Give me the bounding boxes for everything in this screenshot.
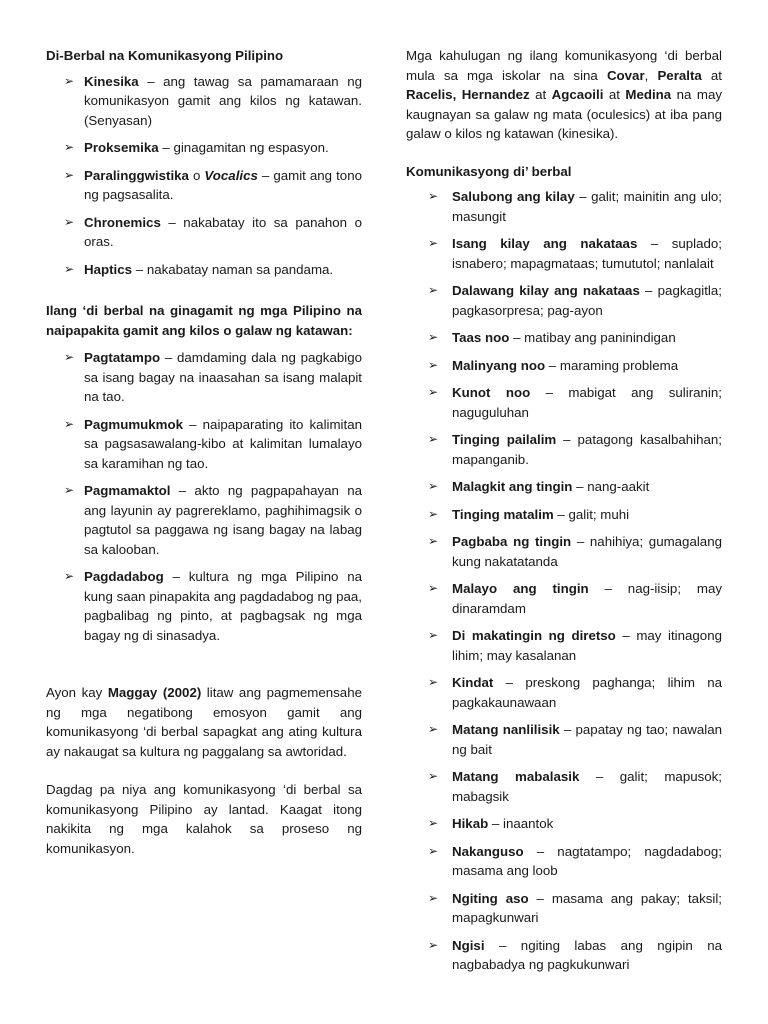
term-definition: – inaantok — [488, 816, 554, 831]
section-heading: Ilang ‘di berbal na ginagamit ng mga Pilipino na naipapakita gamit ang kilos o galaw ng katawan: — [46, 303, 362, 338]
term-definition: – nag-iisip; may dinaramdam — [452, 581, 723, 616]
list-item — [406, 383, 722, 422]
term-definition: – akto ng pagpapahayan na ang layunin ay pagrereklamo, paghihimagsik o pagtutol sa paggawa ng isang bagay na labag sa kalooban. — [84, 483, 362, 557]
term-definition: – patagong kasalbahihan; mapanganib. — [452, 432, 723, 467]
term-definition: – ngiting labas ang ngipin na nagbabadya ng pagkukunwari — [452, 937, 722, 972]
list-item — [46, 72, 362, 131]
arrow-bullet-icon: ➢ — [428, 675, 439, 689]
list-item — [406, 281, 722, 320]
intro-text: at — [701, 67, 722, 83]
list-item — [406, 579, 722, 618]
term-definition: – gamit ang tono ng pagsasalita. — [84, 167, 362, 202]
term-label: Isang kilay ang nakataas — [452, 236, 638, 251]
scholar-name: Peralta — [657, 67, 702, 83]
arrow-bullet-icon: ➢ — [64, 214, 75, 229]
term-label: Ngisi — [452, 937, 485, 953]
arrow-bullet-icon: ➢ — [64, 73, 75, 88]
arrow-bullet-icon: ➢ — [428, 890, 439, 905]
paragraph: Dagdag pa niya ang komunikasyong ‘di berbal sa komunikasyong Pilipino ay lantad. Kaagat itong nakikita ng mga kalahok sa proseso ng komunikasyon. — [46, 782, 362, 856]
term-definition: – galit; mainitin ang ulo; masungit — [452, 189, 723, 224]
term-label: Dalawang kilay ang nakataas — [452, 283, 640, 298]
scholar-name: Agcaoili — [551, 87, 604, 102]
intro-text: , — [644, 67, 658, 83]
term-definition: – ginagamitan ng espasyon. — [158, 140, 329, 155]
list-item — [46, 567, 362, 645]
term-label: Matang nanlilisik — [452, 722, 560, 737]
arrow-bullet-icon: ➢ — [428, 816, 439, 830]
arrow-bullet-icon: ➢ — [428, 506, 439, 521]
term-label: Salubong ang kilay — [452, 189, 575, 204]
intro-text: at — [529, 87, 552, 102]
intro-text: Mga kahulugan ng ilang komunikasyong ‘di berbal mula sa mga iskolar na sina — [406, 48, 722, 83]
list-item — [406, 356, 722, 376]
paragraph-text: litaw ang pagmemensahe ng mga negatibong emosyon gamit ang komunikasyong ‘di berbal sapagkat ang ating kultura ay nakaugat sa kultura ng paggalang sa awtoridad. — [46, 685, 362, 759]
section-heading: Komunikasyong di’ berbal — [406, 163, 572, 179]
list-item — [46, 415, 362, 474]
term-label: Nakanguso — [452, 843, 524, 859]
term-label: Pagmumukmok — [84, 416, 184, 432]
term-label-alt: Vocalics — [204, 167, 258, 183]
arrow-bullet-icon: ➢ — [428, 628, 439, 642]
term-definition: – preskong paghanga; lihim na pagkakaunawaan — [452, 675, 722, 710]
intro-text: at — [603, 87, 626, 102]
term-label: Di makatingin ng diretso — [452, 628, 616, 643]
left-column — [46, 46, 362, 858]
term-definition: – masama ang pakay; taksil; mapagkunwari — [452, 890, 722, 925]
list-item — [406, 767, 722, 806]
arrow-bullet-icon: ➢ — [64, 569, 75, 583]
arrow-bullet-icon: ➢ — [428, 937, 439, 952]
list-item — [46, 260, 362, 280]
list-item — [406, 842, 722, 881]
paragraph — [46, 683, 362, 761]
list-item — [46, 348, 362, 407]
list-item — [46, 213, 362, 252]
intro-text: na may kaugnayan sa galaw ng mata (oculesics) at iba pang galaw o kilos ng katawan (kinesika). — [406, 87, 722, 141]
term-label: Malayo ang tingin — [452, 581, 589, 596]
term-definition: – damdaming dala ng pagkabigo sa isang bagay na inaasahan sa isang malapit na tao. — [84, 350, 362, 404]
term-definition: – kultura ng mga Pilipino na kung saan pinapakita ang pagdadabog ng paa, pagbalibag ng pinto, at pagbagsak ng mga bagay ng di sinasadya. — [84, 569, 362, 643]
arrow-bullet-icon: ➢ — [64, 483, 75, 497]
term-definition: – nakabatay naman sa pandama. — [132, 261, 334, 277]
right-column — [406, 46, 722, 975]
arrow-bullet-icon: ➢ — [428, 479, 439, 493]
list-item — [46, 166, 362, 205]
arrow-bullet-icon: ➢ — [428, 722, 439, 736]
term-label: Kinesika — [84, 73, 139, 89]
arrow-bullet-icon: ➢ — [428, 769, 439, 783]
list-item — [406, 532, 722, 571]
term-label: Pagbaba ng tingin — [452, 534, 572, 549]
term-label: Pagdadabog — [84, 569, 164, 584]
list-item — [46, 138, 362, 158]
term-label: Pagtatampo — [84, 350, 161, 365]
term-label: Tinging matalim — [452, 506, 554, 522]
term-definition: – papatay ng tao; nawalan ng bait — [452, 722, 723, 757]
list-item — [406, 889, 722, 928]
term-label: Pagmamaktol — [84, 483, 171, 498]
arrow-bullet-icon: ➢ — [428, 432, 439, 446]
term-definition: – matibay ang paninindigan — [509, 330, 676, 345]
term-label: Chronemics — [84, 214, 161, 230]
term-definition: – may itinagong lihim; may kasalanan — [452, 628, 722, 663]
list-item — [406, 477, 722, 497]
arrow-bullet-icon: ➢ — [428, 189, 439, 203]
term-label: Haptics — [84, 261, 133, 277]
term-definition: – galit; mapusok; mabagsik — [452, 769, 722, 804]
list-item — [406, 814, 722, 834]
term-label: Tinging pailalim — [452, 432, 557, 447]
scholar-name: Covar — [606, 67, 645, 83]
term-definition: – pagkagitla; pagkasorpresa; pag-ayon — [452, 283, 722, 318]
arrow-bullet-icon: ➢ — [428, 581, 439, 595]
term-definition: – mabigat ang suliranin; naguguluhan — [452, 385, 722, 420]
arrow-bullet-icon: ➢ — [64, 167, 75, 182]
arrow-bullet-icon: ➢ — [428, 283, 439, 297]
term-definition: – nang-aakit — [572, 479, 650, 494]
section-heading: Di-Berbal na Komunikasyong Pilipino — [46, 48, 284, 63]
term-definition: – naipaparating ito kalimitan sa pagsasawalang-kibo at kalimitan lumalayo sa karamihan ng tao. — [84, 416, 362, 471]
list-item — [406, 626, 722, 665]
term-label: Hikab — [452, 816, 489, 831]
intro-paragraph — [406, 46, 722, 144]
list-item — [406, 936, 722, 975]
citation: Maggay (2002) — [107, 685, 202, 700]
arrow-bullet-icon: ➢ — [428, 236, 439, 250]
arrow-bullet-icon: ➢ — [64, 140, 75, 154]
term-list — [406, 187, 722, 975]
term-definition: – nagtatampo; nagdadabog; masama ang loob — [452, 843, 722, 878]
scholar-name: Medina — [625, 87, 672, 102]
term-definition: – nakabatay ito sa panahon o oras. — [84, 214, 362, 249]
term-list — [46, 348, 362, 645]
list-item — [406, 234, 722, 273]
term-label: Malagkit ang tingin — [452, 479, 573, 494]
list-item — [406, 505, 722, 525]
list-item — [406, 673, 722, 712]
paragraph-text: Ayon kay — [46, 685, 108, 700]
term-definition: – nahihiya; gumagalang kung nakatatanda — [452, 534, 722, 569]
term-list — [46, 72, 362, 280]
term-label: Taas noo — [452, 330, 510, 345]
term-label: Matang mabalasik — [452, 769, 580, 784]
list-item — [406, 430, 722, 469]
arrow-bullet-icon: ➢ — [428, 357, 439, 372]
term-connector: o — [188, 167, 205, 183]
term-definition: – maraming problema — [545, 357, 679, 373]
arrow-bullet-icon: ➢ — [64, 416, 75, 431]
arrow-bullet-icon: ➢ — [428, 330, 439, 344]
list-item — [46, 481, 362, 559]
term-definition: – ang tawag sa pamamaraan ng komunikasyon gamit ang kilos ng katawan. (Senyasan) — [84, 73, 362, 128]
list-item — [406, 328, 722, 348]
arrow-bullet-icon: ➢ — [428, 534, 439, 548]
term-label: Kindat — [452, 675, 494, 690]
term-label: Ngiting aso — [452, 890, 529, 906]
term-definition: – galit; muhi — [553, 506, 630, 522]
term-label: Malinyang noo — [452, 357, 546, 373]
arrow-bullet-icon: ➢ — [64, 261, 75, 276]
term-label: Kunot noo — [452, 385, 531, 400]
term-label: Paralinggwistika — [84, 167, 189, 183]
list-item — [406, 720, 722, 759]
term-label: Proksemika — [84, 140, 159, 155]
scholar-name: Racelis, Hernandez — [406, 87, 530, 102]
term-definition: – suplado; isnabero; mapagmataas; tumututol; nanlalait — [452, 236, 722, 271]
arrow-bullet-icon: ➢ — [428, 385, 439, 399]
list-item — [406, 187, 722, 226]
arrow-bullet-icon: ➢ — [64, 350, 75, 364]
arrow-bullet-icon: ➢ — [428, 843, 439, 858]
